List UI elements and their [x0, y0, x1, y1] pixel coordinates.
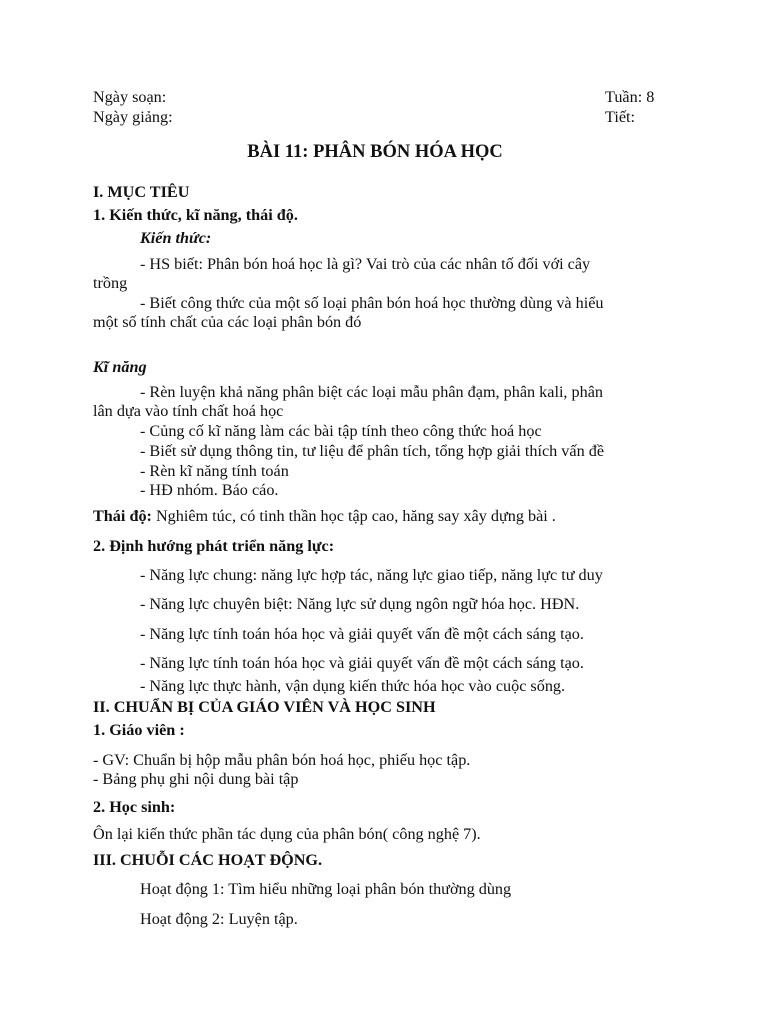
giao-vien-item-2: - Bảng phụ ghi nội dung bài tập — [93, 770, 299, 788]
kien-thuc-item-1-cont: trồng — [93, 274, 128, 292]
hoat-dong-1: Hoạt động 1: Tìm hiểu những loại phân bón thường dùng — [140, 880, 512, 898]
header-row-2 — [93, 108, 657, 128]
ki-nang-item-3: - Biết sử dụng thông tin, tư liệu để phân tích, tổng hợp giải thích vấn đề — [140, 442, 604, 460]
giao-vien-item-1: - GV: Chuẩn bị hộp mẫu phân bón hoá học, phiếu học tập. — [93, 751, 471, 769]
hoat-dong-2: Hoạt động 2: Luyện tập. — [140, 910, 298, 928]
kien-thuc-label: Kiến thức: — [140, 229, 212, 247]
ki-nang-label: Kĩ năng — [93, 358, 147, 376]
thai-do-label: Thái độ: — [93, 507, 152, 525]
ngay-soan-label: Ngày soạn: — [93, 88, 167, 106]
document-page — [93, 0, 657, 1024]
kien-thuc-item-1: - HS biết: Phân bón hoá học là gì? Vai trò của các nhân tố đối với cây — [140, 255, 591, 273]
subheading-kien-thuc-ki-nang: 1. Kiến thức, kĩ năng, thái độ. — [93, 206, 298, 224]
section-heading-muc-tieu: I. MỤC TIÊU — [93, 183, 190, 201]
kien-thuc-item-2-cont: một số tính chất của các loại phân bón đó — [93, 313, 362, 331]
section-heading-chuan-bi: II. CHUẨN BỊ CỦA GIÁO VIÊN VÀ HỌC SINH — [93, 698, 436, 716]
nang-luc-item-1: - Năng lực chung: năng lực hợp tác, năng lực giao tiếp, năng lực tư duy — [140, 566, 603, 584]
hoc-sinh-item-1: Ôn lại kiến thức phần tác dụng của phân bón( công nghệ 7). — [93, 825, 481, 843]
thai-do-line — [93, 507, 657, 527]
nang-luc-item-5: - Năng lực thực hành, vận dụng kiến thức hóa học vào cuộc sống. — [140, 677, 566, 695]
ngay-giang-label: Ngày giảng: — [93, 108, 173, 126]
kien-thuc-item-2: - Biết công thức của một số loại phân bón hoá học thường dùng và hiểu — [140, 294, 604, 312]
nang-luc-item-2: - Năng lực chuyên biệt: Năng lực sử dụng ngôn ngữ hóa học. HĐN. — [140, 595, 580, 613]
nang-luc-item-4: - Năng lực tính toán hóa học và giải quyết vấn đề một cách sáng tạo. — [140, 654, 584, 672]
tuan-label: Tuần: 8 — [605, 88, 655, 106]
thai-do-text: Nghiêm túc, có tinh thần học tập cao, hăng say xây dựng bài . — [151, 507, 556, 525]
ki-nang-item-2: - Củng cố kĩ năng làm các bài tập tính theo công thức hoá học — [140, 422, 542, 440]
section-heading-chuoi-hoat-dong: III. CHUỖI CÁC HOẠT ĐỘNG. — [93, 851, 323, 869]
subheading-giao-vien: 1. Giáo viên : — [93, 721, 185, 739]
ki-nang-item-4: - Rèn kĩ năng tính toán — [140, 462, 289, 480]
subheading-hoc-sinh: 2. Học sinh: — [93, 798, 176, 816]
ki-nang-item-1: - Rèn luyện khả năng phân biệt các loại mẫu phân đạm, phân kali, phân — [140, 383, 603, 401]
nang-luc-item-3: - Năng lực tính toán hóa học và giải quyết vấn đề một cách sáng tạo. — [140, 625, 584, 643]
subheading-nang-luc: 2. Định hướng phát triển năng lực: — [93, 537, 335, 555]
page-title: BÀI 11: PHÂN BÓN HÓA HỌC — [247, 142, 503, 162]
header-row-1 — [93, 88, 657, 108]
tiet-label: Tiết: — [605, 108, 635, 126]
ki-nang-item-1-cont: lân dựa vào tính chất hoá học — [93, 402, 284, 420]
ki-nang-item-5: - HĐ nhóm. Báo cáo. — [140, 481, 279, 499]
